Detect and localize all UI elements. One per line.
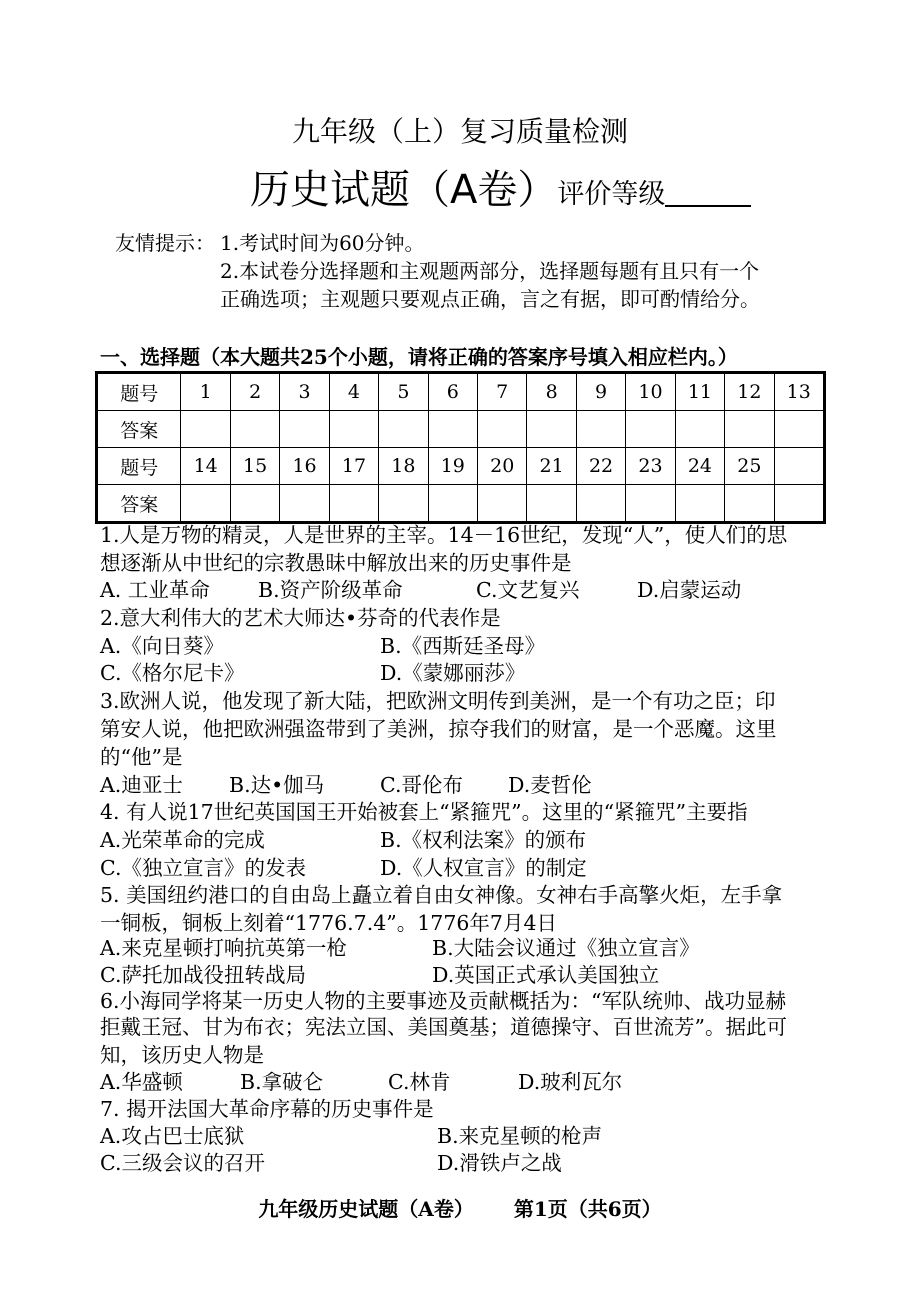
answer-cell[interactable] <box>725 485 774 523</box>
row-label: 答案 <box>97 411 181 448</box>
question-2-stem: 2.意大利伟大的艺术大师达•芬奇的代表作是 <box>100 606 501 630</box>
q-number: 1 <box>181 373 230 411</box>
option-b: B.资产阶级革命 <box>258 578 403 602</box>
answer-cell[interactable] <box>379 411 428 448</box>
question-7-stem: 7. 揭开法国大革命序幕的历史事件是 <box>100 1097 434 1121</box>
answer-cell[interactable] <box>626 485 675 523</box>
question-5-stem: 一铜板，铜板上刻着“1776.7.4”。1776年7月4日 <box>100 911 558 935</box>
question-1-stem: 1.人是万物的精灵，人是世界的主宰。14－16世纪，发现“人”，使人们的思 <box>100 523 788 547</box>
tip-2-cont: 正确选项；主观题只要观点正确，言之有据，即可酌情给分。 <box>220 287 760 311</box>
option-a: A. 工业革命 <box>100 578 210 602</box>
option-a: A.光荣革命的完成 <box>100 828 265 852</box>
answer-cell[interactable] <box>725 411 774 448</box>
question-6-stem: 知，该历史人物是 <box>100 1043 264 1067</box>
exam-subtitle: 九年级（上）复习质量检测 <box>291 115 628 148</box>
option-a: A.迪亚士 <box>100 773 183 797</box>
option-a: A.来克星顿打响抗英第一枪 <box>100 936 347 960</box>
answer-cell[interactable] <box>230 411 279 448</box>
section-heading: 一、选择题（本大题共25个小题，请将正确的答案序号填入相应栏内。） <box>100 345 738 369</box>
option-a: A.《向日葵》 <box>100 634 224 658</box>
q-number: 22 <box>576 448 625 485</box>
option-b: B.达•伽马 <box>229 773 325 797</box>
tips-label: 友情提示： <box>115 231 215 255</box>
option-c: C.哥伦布 <box>380 773 463 797</box>
option-c: C.《格尔尼卡》 <box>100 661 245 685</box>
question-3-stem: 的“他”是 <box>100 745 183 769</box>
answer-cell[interactable] <box>576 485 625 523</box>
option-c: C.萨托加战役扭转战局 <box>100 963 306 987</box>
row-label: 答案 <box>97 485 181 523</box>
answer-cell[interactable] <box>675 411 724 448</box>
tip-1: 1.考试时间为60分钟。 <box>220 231 425 255</box>
q-number: 3 <box>280 373 329 411</box>
q-number: 11 <box>675 373 724 411</box>
question-6-stem: 6.小海同学将某一历史人物的主要事迹及贡献概括为：“军队统帅、战功显赫 <box>100 989 787 1013</box>
exam-title <box>250 158 751 215</box>
footer-title: 九年级历史试题（A卷） <box>258 1197 474 1221</box>
option-d: D.麦哲伦 <box>508 773 592 797</box>
answer-cell[interactable] <box>675 485 724 523</box>
q-number: 15 <box>230 448 279 485</box>
q-number: 10 <box>626 373 675 411</box>
option-c: C.林肯 <box>388 1070 451 1094</box>
answer-cell[interactable] <box>478 411 527 448</box>
answer-cell[interactable] <box>527 411 576 448</box>
option-c: C.《独立宣言》的发表 <box>100 856 306 880</box>
question-6-stem: 拒戴王冠、甘为布衣；宪法立国、美国奠基；道德操守、百世流芳”。据此可 <box>100 1015 787 1039</box>
q-number: 12 <box>725 373 774 411</box>
q-number: 18 <box>379 448 428 485</box>
q-number: 13 <box>774 373 824 411</box>
option-d: D.玻利瓦尔 <box>518 1070 623 1094</box>
question-4-stem: 4. 有人说17世纪英国国王开始被套上“紧箍咒”。这里的“紧箍咒”主要指 <box>100 800 748 824</box>
option-a: A.华盛顿 <box>100 1070 183 1094</box>
q-number: 8 <box>527 373 576 411</box>
table-row-numbers-1 <box>97 373 825 411</box>
q-number: 7 <box>478 373 527 411</box>
answer-cell[interactable] <box>230 485 279 523</box>
option-c: C.文艺复兴 <box>476 578 580 602</box>
option-d: D.滑铁卢之战 <box>437 1151 562 1175</box>
option-c: C.三级会议的召开 <box>100 1151 265 1175</box>
option-b: B.拿破仑 <box>240 1070 324 1094</box>
option-d: D.《人权宣言》的制定 <box>380 856 587 880</box>
answer-cell[interactable] <box>329 485 378 523</box>
question-3-stem: 3.欧洲人说，他发现了新大陆，把欧洲文明传到美洲，是一个有功之臣；印 <box>100 689 776 713</box>
answer-table <box>95 371 826 524</box>
answer-cell[interactable] <box>626 411 675 448</box>
q-number: 5 <box>379 373 428 411</box>
option-b: B.《西斯廷圣母》 <box>380 634 546 658</box>
table-row-numbers-2 <box>97 448 825 485</box>
q-number: 20 <box>478 448 527 485</box>
question-5-stem: 5. 美国纽约港口的自由岛上矗立着自由女神像。女神右手高擎火炬，左手拿 <box>100 883 783 907</box>
answer-cell[interactable] <box>576 411 625 448</box>
q-number: 9 <box>576 373 625 411</box>
q-number: 23 <box>626 448 675 485</box>
q-number-empty <box>774 448 824 485</box>
table-row-answers-1 <box>97 411 825 448</box>
q-number: 2 <box>230 373 279 411</box>
q-number: 24 <box>675 448 724 485</box>
answer-cell[interactable] <box>774 411 824 448</box>
q-number: 17 <box>329 448 378 485</box>
answer-cell[interactable] <box>280 411 329 448</box>
option-d: D.启蒙运动 <box>637 578 742 602</box>
exam-title-text: 历史试题（A卷） <box>250 167 558 213</box>
answer-cell[interactable] <box>478 485 527 523</box>
option-b: B.《权利法案》的颁布 <box>380 828 587 852</box>
option-a: A.攻占巴士底狱 <box>100 1124 245 1148</box>
option-d: D.《蒙娜丽莎》 <box>380 661 526 685</box>
q-number: 14 <box>181 448 230 485</box>
answer-cell[interactable] <box>181 411 230 448</box>
option-d: D.英国正式承认美国独立 <box>432 963 660 987</box>
q-number: 6 <box>428 373 477 411</box>
grade-label: 评价等级 <box>557 179 666 210</box>
tip-2: 2.本试卷分选择题和主观题两部分，选择题每题有且只有一个 <box>220 259 760 283</box>
question-3-stem: 第安人说，他把欧洲强盗带到了美洲，掠夺我们的财富，是一个恶魔。这里 <box>100 717 777 741</box>
q-number: 19 <box>428 448 477 485</box>
grade-blank <box>665 177 751 207</box>
answer-cell[interactable] <box>181 485 230 523</box>
page-footer <box>0 1193 920 1222</box>
question-1-stem: 想逐渐从中世纪的宗教愚昧中解放出来的历史事件是 <box>100 551 572 575</box>
option-b: B.大陆会议通过《独立宣言》 <box>432 936 700 960</box>
row-label: 题号 <box>97 373 181 411</box>
answer-cell[interactable] <box>379 485 428 523</box>
q-number: 25 <box>725 448 774 485</box>
answer-cell[interactable] <box>428 411 477 448</box>
q-number: 21 <box>527 448 576 485</box>
answer-cell[interactable] <box>774 485 824 523</box>
row-label: 题号 <box>97 448 181 485</box>
q-number: 16 <box>280 448 329 485</box>
answer-cell[interactable] <box>329 411 378 448</box>
answer-cell[interactable] <box>428 485 477 523</box>
page-number: 第1页（共6页） <box>513 1197 662 1221</box>
q-number: 4 <box>329 373 378 411</box>
option-b: B.来克星顿的枪声 <box>437 1124 603 1148</box>
answer-cell[interactable] <box>280 485 329 523</box>
answer-cell[interactable] <box>527 485 576 523</box>
table-row-answers-2 <box>97 485 825 523</box>
